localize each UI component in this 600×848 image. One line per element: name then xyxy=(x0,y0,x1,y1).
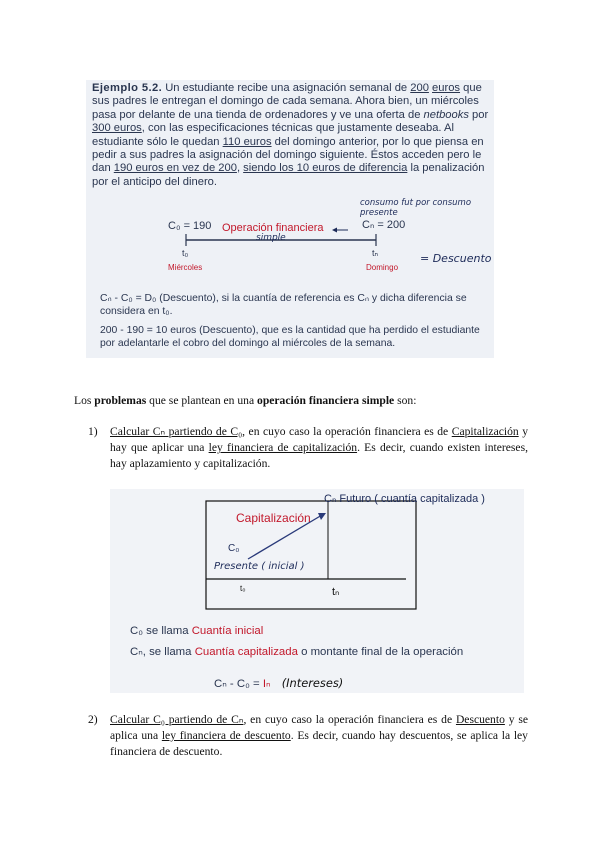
example-text: netbooks xyxy=(423,108,469,121)
cap-text: Cuantía capitalizada xyxy=(194,646,298,658)
item1-text: . Es decir, cuando existen intereses, hay aplazamiento y capitalización. xyxy=(110,441,528,470)
item2-text: ley financiera de descuento xyxy=(161,729,291,742)
example-text: del domingo anterior, por lo que piensa en pedir a sus padres la asignación del domingo siguiente. Éstos acceden pero le dan xyxy=(92,135,484,175)
example-text: 190 euros en vez de 200 xyxy=(113,162,237,175)
simple-note: simple xyxy=(256,233,286,243)
cuantia-inicial-line xyxy=(130,625,263,637)
cap-text: C₀ se llama xyxy=(130,625,192,637)
example-text: Un estudiante recibe una asignación semanal de xyxy=(165,82,408,94)
formula-descuento: Cₙ - C₀ = D₀ (Descuento), si la cuantía de referencia es Cₙ y dicha diferencia se considera en t₀. xyxy=(100,293,467,317)
tn-label: tₙ xyxy=(372,248,379,258)
cap-text: Iₙ xyxy=(262,678,271,690)
t0-label: t₀ xyxy=(240,584,246,593)
example-text: 200 xyxy=(410,82,429,94)
item1-text: , en cuyo caso la operación financiera es de xyxy=(242,425,452,438)
intro-bold: problemas xyxy=(94,394,147,407)
example-text: que sus padres le entregan el domingo de cada semana. Ahora bien, un miércoles pasa por delante de una tienda de ordenadores y ve una oferta de xyxy=(92,82,482,121)
handwritten-note: consumo fut por consumo presente xyxy=(360,198,472,218)
example-box xyxy=(86,80,494,358)
descuento-note: = Descuento xyxy=(420,252,492,265)
presente-label: Presente ( inicial ) xyxy=(214,561,305,572)
example-text: 110 euros xyxy=(222,135,272,148)
example-text: por xyxy=(472,108,489,121)
item2-paragraph xyxy=(110,712,528,760)
arrow-head xyxy=(332,228,337,233)
t0-label: t₀ xyxy=(182,248,189,258)
item2-text: , en cuyo caso la operación financiera es de xyxy=(243,713,456,726)
example-text: , xyxy=(236,162,241,175)
cap-text: (Intereses) xyxy=(281,676,344,690)
example-text: , con las especificaciones técnicas que justamente deseaba. Al estudiante sólo le quedan xyxy=(92,122,454,148)
intro-bold: operación financiera simple xyxy=(257,394,395,407)
miercoles-label: Miércoles xyxy=(168,263,203,272)
c0-label: C₀ xyxy=(228,543,240,554)
example-heading: Ejemplo 5.2. xyxy=(92,82,163,94)
item2-text: y se aplica una xyxy=(110,713,528,742)
item2-text: Descuento xyxy=(455,713,505,726)
item1-text: y hay que aplicar una xyxy=(110,425,528,454)
cap-text: Cₙ, se llama xyxy=(130,646,195,658)
capitalization-box xyxy=(110,489,524,693)
example-text: euros xyxy=(432,82,461,94)
example-paragraph xyxy=(92,82,490,189)
item2-text: . Es decir, cuando hay descuentos, se aplica la ley financiera de descuento. xyxy=(110,729,528,758)
intereses-equation xyxy=(214,676,343,690)
cap-text: Cₙ - C₀ = xyxy=(214,678,263,690)
cn-label: Cₙ = 200 xyxy=(362,219,406,231)
domingo-label: Domingo xyxy=(366,263,399,272)
intro-text: son: xyxy=(394,394,417,407)
cn-future-label: Cₙ Futuro ( cuantía capitalizada ) xyxy=(324,493,485,505)
capitalization-diagram xyxy=(110,489,524,619)
item2-text: Calcular C₀ partiendo de Cₙ xyxy=(110,713,244,726)
c0-label: C₀ = 190 xyxy=(168,220,212,232)
cap-text: o montante final de la operación xyxy=(297,646,464,658)
cuantia-capitalizada-line xyxy=(130,644,463,658)
intro-text: que se plantean en una xyxy=(146,394,258,407)
intro-text: Los xyxy=(74,394,95,407)
intro-paragraph xyxy=(74,393,534,409)
item1-paragraph xyxy=(110,424,528,472)
cap-text: Cuantía inicial xyxy=(191,625,264,637)
item1-text: Capitalización xyxy=(451,425,519,438)
example-text: siendo los 10 euros de diferencia xyxy=(243,162,408,175)
timeline-diagram xyxy=(86,210,494,282)
capitalizacion-label: Capitalización xyxy=(236,511,311,525)
item1-number: 1) xyxy=(88,425,98,438)
item2-number: 2) xyxy=(88,713,98,726)
example-text: la penalización por el anticipo del dinero. xyxy=(92,162,485,188)
item1-text: Calcular Cₙ partiendo de C₀ xyxy=(110,425,243,438)
operation-label: Operación financiera xyxy=(222,222,324,234)
item1-text: ley financiera de capitalización xyxy=(208,441,358,454)
example-text: 300 euros xyxy=(92,122,142,135)
tn-label: tₙ xyxy=(332,586,340,598)
formula-example: 200 - 190 = 10 euros (Descuento), que es la cantidad que ha perdido el estudiante por adelantarle el cobro del domingo al miércoles de la semana. xyxy=(100,325,480,349)
